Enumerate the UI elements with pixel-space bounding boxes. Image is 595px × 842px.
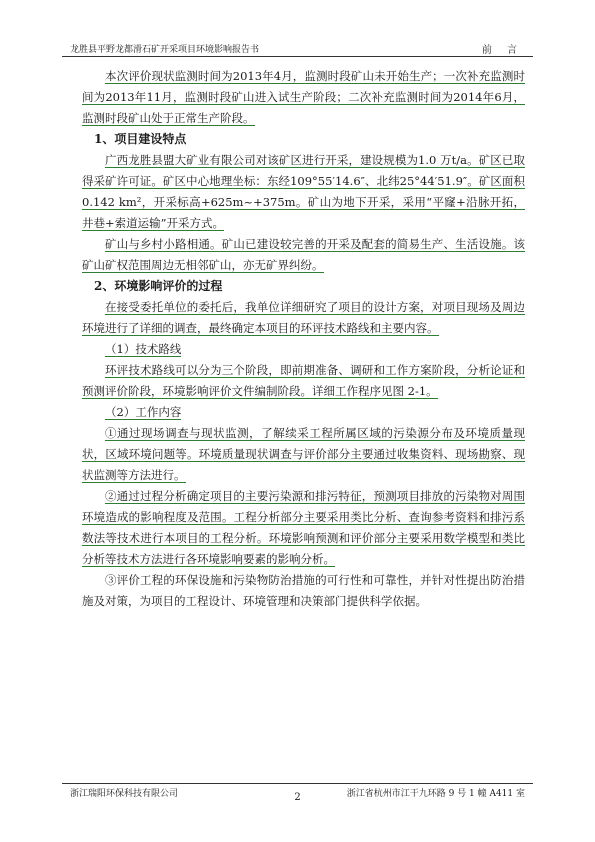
paragraph-work-item-1: ①通过现场调查与现状监测，了解续采工程所属区域的污染源分布及环境质量现状，区域环境问题等。环境质量现状调查与评价部分主要通过收集资料、现场勘察、现状监测等方法进行。 (82, 426, 525, 482)
paragraph-mine-access: 矿山与乡村小路相通。矿山已建设较完善的开采及配套的简易生产、生活设施。该矿山矿权范围周边无相邻矿山，亦无矿界纠纷。 (82, 237, 525, 272)
paragraph-technical-route: 环评技术路线可以分为三个阶段，即前期准备、调研和工作方案阶段，分析论证和预测评价阶段，环境影响评价文件编制阶段。详细工作程序见图 2-1。 (82, 363, 525, 398)
section-label: 前 言 (481, 45, 523, 56)
heading-eia-process: 2、环境影响评价的过程 (94, 279, 223, 293)
paragraph-project-scale: 广西龙胜县盟大矿业有限公司对该矿区进行开采，建设规模为1.0 万t/a。矿区已取得采矿许可证。矿区中心地理坐标：东经109°55′14.6″、北纬25°44′51.9″。矿区面积0.142 km²，开采标高+625m~+375m。矿山为地下开采，采用“平窿+沿脉开拓，井巷+索道运输”开采方式。 (82, 153, 525, 230)
subheading-technical-route: （1）技术路线 (105, 342, 182, 356)
heading-project-features: 1、项目建设特点 (94, 132, 187, 146)
footer-address: 浙江省杭州市江干九环路 9 号 1 幢 A411 室 (346, 789, 525, 799)
page-number: 2 (294, 792, 301, 803)
paragraph-work-item-3: ③评价工程的环保设施和污染物防治措施的可行性和可靠性，并针对性提出防治措施及对策，为项目的工程设计、环境管理和决策部门提供科学依据。 (82, 573, 525, 608)
footer-company: 浙江瑞阳环保科技有限公司 (70, 789, 179, 799)
paragraph-work-item-2: ②通过过程分析确定项目的主要污染源和排污特征，预测项目排放的污染物对周围环境造成的影响程度及范围。工程分析部分主要采用类比分析、查询参考资料和排污系数法等技术进行本项目的工程分析。环境影响预测和评价部分主要采用数学模型和类比分析等技术方法进行各环境影响要素的影响分析。 (82, 489, 525, 566)
report-title: 龙胜县平野龙都滑石矿开采项目环境影响报告书 (70, 45, 260, 55)
document-body (82, 66, 525, 612)
page-header (62, 38, 533, 57)
paragraph-monitoring-time: 本次评价现状监测时间为2013年4月，监测时段矿山未开始生产；一次补充监测时间为2013年11月，监测时段矿山进入试生产阶段；二次补充监测时间为2014年6月，监测时段矿山处于正常生产阶段。 (82, 69, 525, 125)
paragraph-commission: 在接受委托单位的委托后，我单位详细研究了项目的设计方案，对项目现场及周边环境进行了详细的调查，最终确定本项目的环评技术路线和主要内容。 (82, 300, 525, 335)
footer-divider (62, 783, 533, 784)
subheading-work-content: （2）工作内容 (105, 405, 182, 419)
